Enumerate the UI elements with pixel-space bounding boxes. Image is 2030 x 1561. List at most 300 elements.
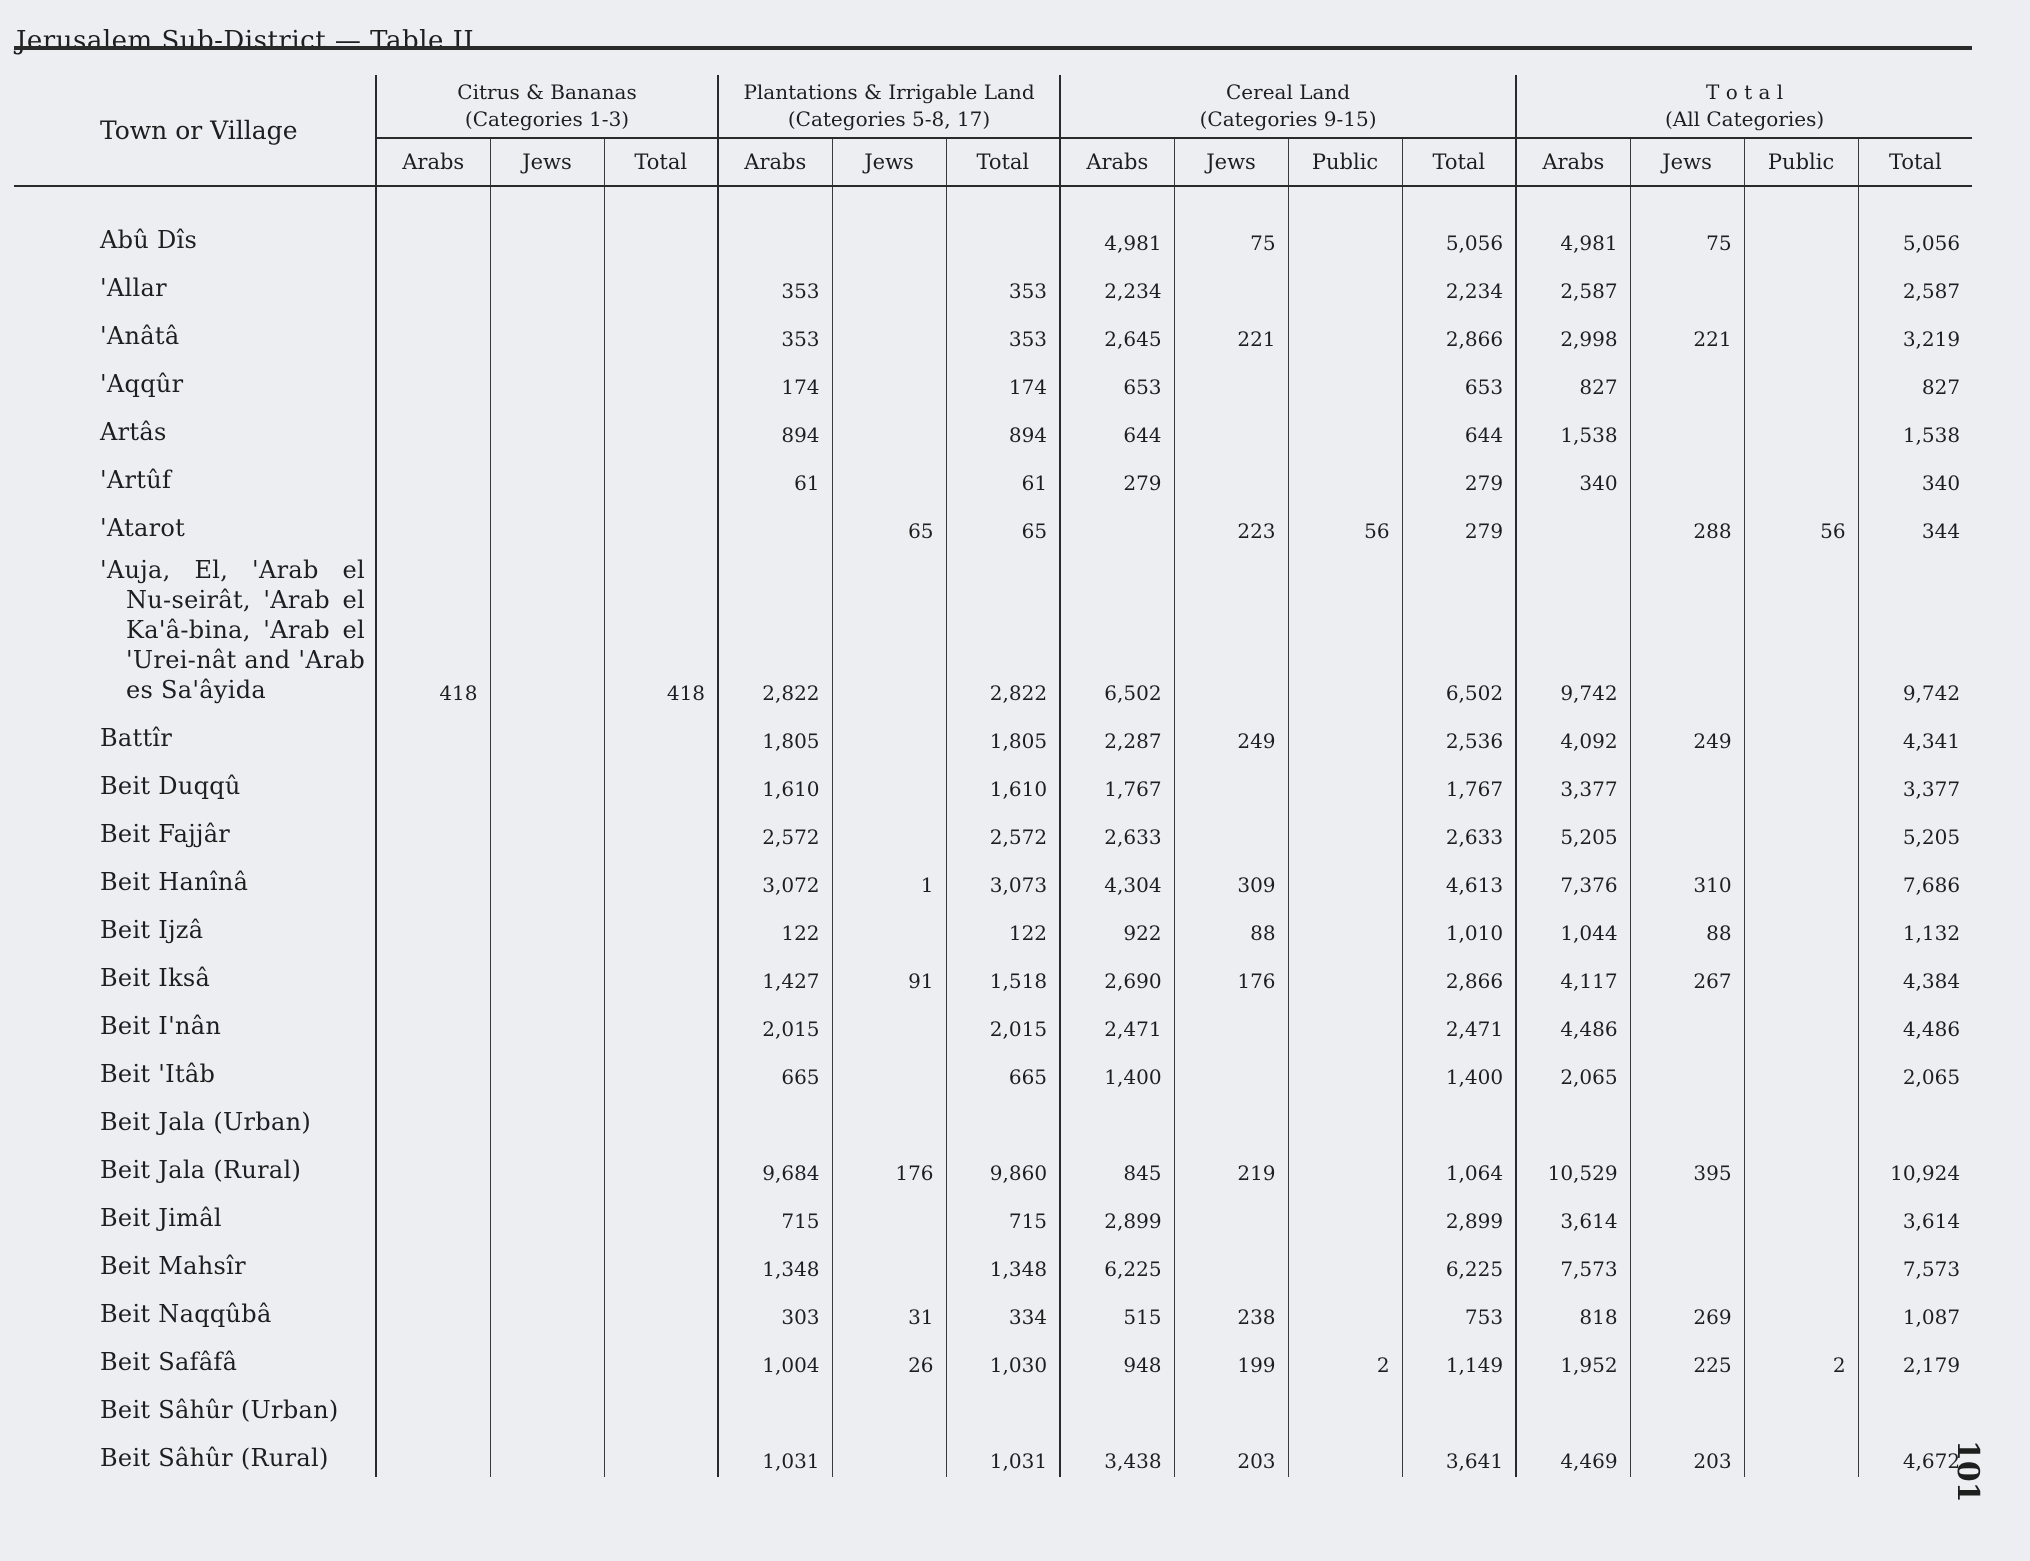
table-cell: [604, 1381, 718, 1429]
table-cell: [1744, 1045, 1858, 1093]
table-cell: [490, 901, 604, 949]
table-cell: 91: [832, 949, 946, 997]
table-cell: 9,684: [718, 1141, 832, 1189]
table-cell: [832, 709, 946, 757]
table-cell: 6,502: [1402, 547, 1516, 709]
village-name-text: Abû Dîs: [100, 226, 198, 254]
village-name: [14, 307, 376, 355]
table-cell: 2,536: [1402, 709, 1516, 757]
table-cell: 1,427: [718, 949, 832, 997]
table-cell: 7,573: [1516, 1237, 1630, 1285]
table-cell: [1630, 757, 1744, 805]
table-cell: 267: [1630, 949, 1744, 997]
table-cell: [490, 186, 604, 259]
table-cell: [490, 1093, 604, 1141]
plantations-arabs-header: Arabs: [718, 138, 832, 186]
table-row: [14, 307, 1972, 355]
table-cell: 827: [1516, 355, 1630, 403]
table-cell: [604, 1093, 718, 1141]
table-cell: 65: [832, 499, 946, 547]
table-cell: [1630, 1189, 1744, 1237]
table-cell: 644: [1060, 403, 1174, 451]
table-cell: [376, 997, 490, 1045]
table-cell: 4,486: [1858, 997, 1972, 1045]
table-cell: 753: [1402, 1285, 1516, 1333]
table-cell: 2,287: [1060, 709, 1174, 757]
village-name-text: Beit Jimâl: [100, 1204, 222, 1232]
table-cell: [718, 1381, 832, 1429]
table-cell: 176: [1174, 949, 1288, 997]
table-cell: [946, 186, 1060, 259]
table-cell: [490, 403, 604, 451]
table-cell: [1630, 259, 1744, 307]
table-cell: [604, 451, 718, 499]
village-name-text: Beit Naqqûbâ: [100, 1300, 272, 1328]
table-cell: 2,065: [1858, 1045, 1972, 1093]
table-row: [14, 547, 1972, 709]
table-cell: [490, 259, 604, 307]
table-cell: [1060, 1381, 1174, 1429]
table-cell: [1744, 1093, 1858, 1141]
table-cell: 10,529: [1516, 1141, 1630, 1189]
table-cell: [490, 1333, 604, 1381]
table-cell: [1288, 757, 1402, 805]
table-cell: [604, 1285, 718, 1333]
village-name: [14, 451, 376, 499]
table-cell: [1744, 259, 1858, 307]
table-cell: 2,822: [946, 547, 1060, 709]
table-cell: 309: [1174, 853, 1288, 901]
citrus-group-header: [376, 75, 718, 138]
table-cell: [1288, 1045, 1402, 1093]
table-cell: [1288, 307, 1402, 355]
table-cell: 303: [718, 1285, 832, 1333]
table-cell: [1744, 709, 1858, 757]
table-cell: [490, 355, 604, 403]
table-cell: [1744, 901, 1858, 949]
table-cell: 3,377: [1516, 757, 1630, 805]
table-cell: 4,117: [1516, 949, 1630, 997]
table-cell: 1: [832, 853, 946, 901]
table-cell: 353: [718, 307, 832, 355]
table-cell: [604, 1333, 718, 1381]
table-body: [14, 186, 1972, 1477]
table-cell: [1744, 805, 1858, 853]
table-cell: [376, 355, 490, 403]
table-cell: [604, 1189, 718, 1237]
table-cell: 1,805: [718, 709, 832, 757]
table-cell: 7,686: [1858, 853, 1972, 901]
total-group-header: [1516, 75, 1972, 138]
table-cell: [376, 1141, 490, 1189]
table-cell: [1174, 355, 1288, 403]
table-cell: 310: [1630, 853, 1744, 901]
table-cell: 4,304: [1060, 853, 1174, 901]
cereal-group-header: [1060, 75, 1516, 138]
table-cell: [490, 547, 604, 709]
village-name-text: Beit Jala (Rural): [100, 1156, 302, 1184]
table-cell: 223: [1174, 499, 1288, 547]
table-cell: [832, 1045, 946, 1093]
table-cell: [604, 997, 718, 1045]
table-cell: [1174, 1093, 1288, 1141]
village-name: [14, 1189, 376, 1237]
table-cell: 1,149: [1402, 1333, 1516, 1381]
table-cell: [1744, 547, 1858, 709]
table-cell: [832, 1429, 946, 1477]
table-cell: 2,822: [718, 547, 832, 709]
table-cell: [832, 186, 946, 259]
table-cell: [1288, 1141, 1402, 1189]
table-cell: 3,219: [1858, 307, 1972, 355]
table-cell: [376, 805, 490, 853]
table-cell: 1,538: [1516, 403, 1630, 451]
table-cell: 1,518: [946, 949, 1060, 997]
table-cell: 65: [946, 499, 1060, 547]
table-row: [14, 805, 1972, 853]
total-group-categories: (All Categories): [1664, 107, 1825, 131]
table-row: [14, 403, 1972, 451]
table-row: [14, 1093, 1972, 1141]
table-cell: [1744, 997, 1858, 1045]
table-cell: [1288, 186, 1402, 259]
village-name-text: Beit Ijzâ: [100, 916, 204, 944]
table-cell: [1288, 709, 1402, 757]
table-cell: [376, 1045, 490, 1093]
table-cell: 2,899: [1060, 1189, 1174, 1237]
table-cell: 353: [718, 259, 832, 307]
table-cell: [832, 259, 946, 307]
citrus-total-header: Total: [604, 138, 718, 186]
table-cell: 894: [946, 403, 1060, 451]
table-cell: 1,064: [1402, 1141, 1516, 1189]
village-name: [14, 259, 376, 307]
table-cell: 1,767: [1402, 757, 1516, 805]
table-cell: 9,742: [1516, 547, 1630, 709]
table-cell: 2,633: [1060, 805, 1174, 853]
village-name: [14, 1141, 376, 1189]
table-cell: 2,234: [1060, 259, 1174, 307]
table-cell: 1,767: [1060, 757, 1174, 805]
total-group-name: T o t a l: [1706, 80, 1784, 104]
cereal-arabs-header: Arabs: [1060, 138, 1174, 186]
table-cell: 1,952: [1516, 1333, 1630, 1381]
table-cell: 2,899: [1402, 1189, 1516, 1237]
table-cell: 1,010: [1402, 901, 1516, 949]
table-cell: [490, 853, 604, 901]
table-cell: 2: [1288, 1333, 1402, 1381]
table-cell: 9,860: [946, 1141, 1060, 1189]
table-cell: 2,572: [946, 805, 1060, 853]
table-cell: 279: [1402, 499, 1516, 547]
table-row: [14, 709, 1972, 757]
village-name: [14, 186, 376, 259]
total-total-header: Total: [1858, 138, 1972, 186]
table-cell: [1288, 1237, 1402, 1285]
table-cell: 2,065: [1516, 1045, 1630, 1093]
table-row: [14, 1045, 1972, 1093]
table-cell: 1,348: [718, 1237, 832, 1285]
town-or-village-header: Town or Village: [14, 75, 376, 186]
table-cell: 7,573: [1858, 1237, 1972, 1285]
table-cell: [1516, 1381, 1630, 1429]
total-public-header: Public: [1744, 138, 1858, 186]
plantations-jews-header: Jews: [832, 138, 946, 186]
table-cell: [604, 853, 718, 901]
table-cell: 4,092: [1516, 709, 1630, 757]
table-cell: 5,205: [1516, 805, 1630, 853]
table-cell: 3,438: [1060, 1429, 1174, 1477]
table-cell: 827: [1858, 355, 1972, 403]
table-cell: 199: [1174, 1333, 1288, 1381]
table-cell: [1858, 1093, 1972, 1141]
village-name: [14, 1285, 376, 1333]
village-name-text: 'Aqqûr: [100, 370, 184, 398]
table-cell: 1,132: [1858, 901, 1972, 949]
table-cell: 1,348: [946, 1237, 1060, 1285]
table-cell: 515: [1060, 1285, 1174, 1333]
total-arabs-header: Arabs: [1516, 138, 1630, 186]
table-cell: 2,866: [1402, 949, 1516, 997]
table-cell: 665: [946, 1045, 1060, 1093]
table-cell: [604, 1237, 718, 1285]
table-cell: [1288, 451, 1402, 499]
total-jews-header: Jews: [1630, 138, 1744, 186]
table-cell: [1288, 997, 1402, 1045]
table-cell: 5,056: [1858, 186, 1972, 259]
table-cell: 9,742: [1858, 547, 1972, 709]
table-cell: 922: [1060, 901, 1174, 949]
table-cell: 249: [1630, 709, 1744, 757]
village-name-text: 'Auja, El, 'Arab el Nu-seirât, 'Arab el Ka'â-bina, 'Arab el 'Urei-nât and 'Arab es Sa'âyida: [100, 556, 365, 704]
table-cell: [1174, 757, 1288, 805]
table-row: [14, 355, 1972, 403]
table-cell: [832, 355, 946, 403]
table-cell: 7,376: [1516, 853, 1630, 901]
table-cell: [1744, 757, 1858, 805]
table-cell: [832, 1093, 946, 1141]
table-cell: [604, 901, 718, 949]
plantations-group-header: [718, 75, 1060, 138]
table-cell: 1,400: [1060, 1045, 1174, 1093]
table-cell: [1174, 547, 1288, 709]
table-row: [14, 1285, 1972, 1333]
table-cell: [490, 1237, 604, 1285]
table-cell: [490, 1141, 604, 1189]
table-cell: 1,610: [946, 757, 1060, 805]
table-cell: 2,471: [1402, 997, 1516, 1045]
table-cell: 418: [604, 547, 718, 709]
citrus-group-categories: (Categories 1-3): [464, 107, 630, 131]
table-cell: [1174, 403, 1288, 451]
table-cell: [1630, 997, 1744, 1045]
table-cell: 88: [1174, 901, 1288, 949]
table-cell: 1,805: [946, 709, 1060, 757]
table-cell: 221: [1174, 307, 1288, 355]
village-name: [14, 355, 376, 403]
table-cell: 334: [946, 1285, 1060, 1333]
table-cell: 344: [1858, 499, 1972, 547]
title-rule: [14, 46, 1972, 50]
table-cell: [832, 901, 946, 949]
table-cell: 4,384: [1858, 949, 1972, 997]
table-cell: 2,645: [1060, 307, 1174, 355]
table-cell: 353: [946, 307, 1060, 355]
cereal-group-name: Cereal Land: [1226, 80, 1351, 104]
table-cell: 279: [1060, 451, 1174, 499]
table-cell: [832, 403, 946, 451]
table-cell: [1174, 259, 1288, 307]
table-cell: [1630, 1045, 1744, 1093]
table-cell: [832, 757, 946, 805]
table-cell: 174: [718, 355, 832, 403]
table-cell: [1630, 1381, 1744, 1429]
table-cell: [490, 1429, 604, 1477]
table-cell: [376, 451, 490, 499]
table-cell: 418: [376, 547, 490, 709]
table-cell: [1288, 1189, 1402, 1237]
village-name-text: Beit Sâhûr (Urban): [100, 1396, 339, 1424]
table-row: [14, 186, 1972, 259]
table-cell: [376, 1333, 490, 1381]
table-cell: 2,866: [1402, 307, 1516, 355]
table-cell: 1,004: [718, 1333, 832, 1381]
table-cell: 845: [1060, 1141, 1174, 1189]
table-cell: 948: [1060, 1333, 1174, 1381]
table-cell: [1744, 853, 1858, 901]
table-cell: 2,998: [1516, 307, 1630, 355]
table-cell: [1744, 1189, 1858, 1237]
table-cell: [718, 1093, 832, 1141]
table-cell: 6,502: [1060, 547, 1174, 709]
village-name-text: Beit I'nân: [100, 1012, 222, 1040]
table-cell: 6,225: [1060, 1237, 1174, 1285]
table-row: [14, 1237, 1972, 1285]
village-name-text: Beit Hanînâ: [100, 868, 249, 896]
village-name-text: Beit Jala (Urban): [100, 1108, 311, 1136]
table-row: [14, 853, 1972, 901]
village-name: [14, 1381, 376, 1429]
table-cell: [1288, 403, 1402, 451]
village-name: [14, 1429, 376, 1477]
table-cell: 288: [1630, 499, 1744, 547]
table-cell: [1744, 1141, 1858, 1189]
village-name-text: 'Allar: [100, 274, 167, 302]
table-cell: [376, 709, 490, 757]
village-name: [14, 499, 376, 547]
table-cell: [1630, 1093, 1744, 1141]
table-cell: [1744, 1237, 1858, 1285]
village-name-text: Artâs: [100, 418, 167, 446]
table-cell: 88: [1630, 901, 1744, 949]
table-cell: 4,613: [1402, 853, 1516, 901]
table-cell: [1060, 499, 1174, 547]
table-cell: [490, 709, 604, 757]
table-cell: [604, 1045, 718, 1093]
table-cell: 6,225: [1402, 1237, 1516, 1285]
village-name: [14, 709, 376, 757]
table-cell: 894: [718, 403, 832, 451]
village-name-text: Beit Mahsîr: [100, 1252, 246, 1280]
table-cell: 61: [946, 451, 1060, 499]
table-cell: [1516, 1093, 1630, 1141]
table-cell: [604, 355, 718, 403]
table-row: [14, 1429, 1972, 1477]
table-cell: [832, 805, 946, 853]
table-cell: [376, 1093, 490, 1141]
table-cell: [376, 403, 490, 451]
table-cell: [1744, 949, 1858, 997]
village-name-text: Beit Iksâ: [100, 964, 211, 992]
table-cell: 1,400: [1402, 1045, 1516, 1093]
table-row: [14, 259, 1972, 307]
table-cell: [1174, 1381, 1288, 1429]
table-cell: 219: [1174, 1141, 1288, 1189]
table-row: [14, 757, 1972, 805]
table-cell: 176: [832, 1141, 946, 1189]
table-cell: [1174, 1237, 1288, 1285]
table-cell: 665: [718, 1045, 832, 1093]
table-cell: [490, 997, 604, 1045]
table-cell: [1288, 1381, 1402, 1429]
table-cell: [1174, 451, 1288, 499]
table-cell: 26: [832, 1333, 946, 1381]
table-row: [14, 499, 1972, 547]
table-cell: 4,672: [1858, 1429, 1972, 1477]
table-cell: [1858, 1381, 1972, 1429]
table-cell: 221: [1630, 307, 1744, 355]
table-row: [14, 949, 1972, 997]
table-cell: [376, 1189, 490, 1237]
table-cell: 4,469: [1516, 1429, 1630, 1477]
table-cell: [832, 1237, 946, 1285]
table-cell: 818: [1516, 1285, 1630, 1333]
table-cell: [376, 499, 490, 547]
table-cell: [1630, 547, 1744, 709]
table-cell: [832, 1189, 946, 1237]
table-cell: 238: [1174, 1285, 1288, 1333]
table-row: [14, 1381, 1972, 1429]
table-cell: [1288, 259, 1402, 307]
village-name: [14, 403, 376, 451]
table-cell: 3,614: [1858, 1189, 1972, 1237]
table-cell: [1174, 805, 1288, 853]
table-cell: 1,087: [1858, 1285, 1972, 1333]
table-cell: [1744, 355, 1858, 403]
table-cell: 2,179: [1858, 1333, 1972, 1381]
table-cell: [376, 1429, 490, 1477]
table-cell: 1,610: [718, 757, 832, 805]
table-cell: [1630, 805, 1744, 853]
table-cell: 269: [1630, 1285, 1744, 1333]
table-cell: 715: [946, 1189, 1060, 1237]
table-cell: [490, 1189, 604, 1237]
village-name-text: Beit Fajjâr: [100, 820, 231, 848]
table-cell: 715: [718, 1189, 832, 1237]
table-cell: [1744, 1285, 1858, 1333]
table-cell: 2,015: [946, 997, 1060, 1045]
village-name: [14, 1333, 376, 1381]
table-cell: 3,614: [1516, 1189, 1630, 1237]
table-cell: [604, 805, 718, 853]
village-name: [14, 547, 376, 709]
table-row: [14, 451, 1972, 499]
village-name: [14, 805, 376, 853]
table-cell: [1174, 1189, 1288, 1237]
table-row: [14, 901, 1972, 949]
table-cell: 122: [718, 901, 832, 949]
table-cell: 1,044: [1516, 901, 1630, 949]
